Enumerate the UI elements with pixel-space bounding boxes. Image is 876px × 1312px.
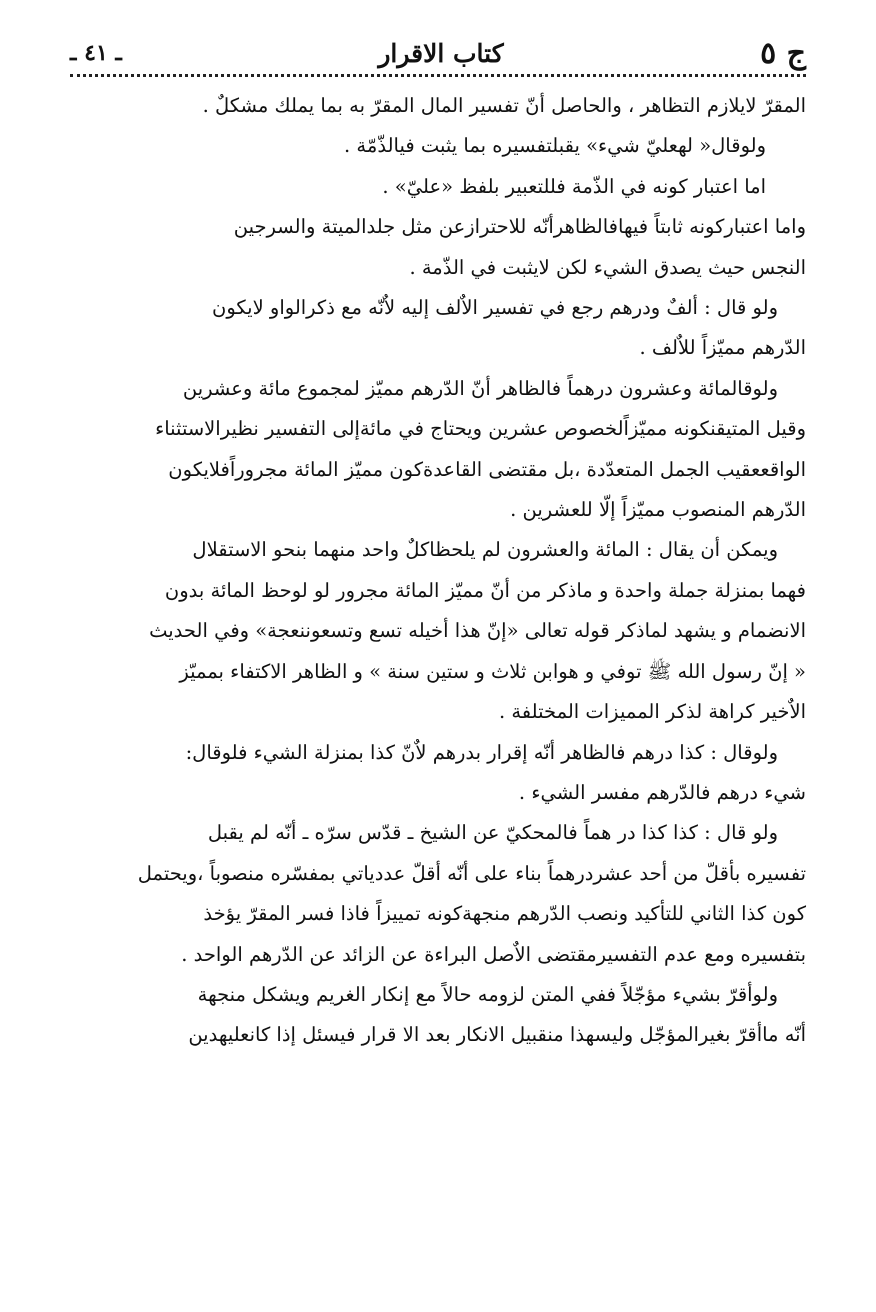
text-line: ولوقال« لهعليّ شيء» يقبلتفسيره بما يثبت فيالذّمّة . — [344, 134, 766, 158]
header-divider — [70, 74, 806, 77]
text-line: الانضمام و يشهد لماذكر قوله تعالى «إنّ هذا أخيله تسع وتسعوننعجة» وفي الحديث — [149, 619, 806, 643]
text-line: شيء درهم فالدّرهم مفسر الشيء . — [518, 780, 806, 804]
text-line: ولو قال : ألفٌ ودرهم رجع في تفسير الاٌلف إليه لاٌنّه مع ذكرالواو لايكون — [212, 296, 778, 320]
page-header — [70, 30, 806, 76]
text-line: الواقععقيب الجمل المتعدّدة ،بل مقتضى القاعدةكون مميّز المائة مجروراًفلايكون — [168, 457, 806, 481]
text-line: فهما بمنزلة جملة واحدة و ماذكر من أنّ مميّز المائة مجرور لو لوحظ المائة بدون — [164, 578, 806, 602]
text-line: « إنّ رسول الله ﷺ توفي و هوابن ثلاث و ستين سنة » و الظاهر الاكتفاء بمميّز — [179, 659, 806, 683]
page-number: ـ ٤١ ـ — [70, 40, 122, 66]
text-line: ولوقالمائة وعشرون درهماً فالظاهر أنّ الدّرهم مميّز لمجموع مائة وعشرين — [182, 376, 778, 400]
book-title: كتاب الاقرار — [378, 38, 504, 68]
text-line: ويمكن أن يقال : المائة والعشرون لم يلحظاكلٌ واحد منهما بنحو الاستقلال — [192, 538, 778, 562]
text-line: الاٌخير كراهة لذكر المميزات المختلفة . — [498, 700, 806, 724]
text-line: تفسيره بأقلّ من أحد عشردرهماً بناء على أنّه أقلّ عددياتي بمفسّره منصوباً ،ويحتمل — [137, 861, 806, 885]
text-line: ولوأقرّ بشيء مؤجّلاً ففي المتن لزومه حالاً مع إنكار الغريم ويشكل منجهة — [197, 982, 778, 1006]
text-line: أنّه ماأقرّ بغيرالمؤجّل وليسهذا منقبيل الانكار بعد الا قرار فيسئل إذا كانعليهدين — [188, 1023, 806, 1047]
text-line: بتفسيره ومع عدم التفسيرمقتضى الاٌصل البراءة عن الزائد عن الدّرهم الواحد . — [181, 942, 806, 966]
text-line: الدّرهم مميّزاً للاٌلف . — [639, 336, 806, 360]
volume-label: ج ٥ — [760, 35, 806, 71]
text-line: وقيل المتيقنكونه مميّزاًلخصوص عشرين ويحتاج في مائةإلى التفسير نظيرالاستثناء — [155, 417, 806, 441]
text-line: النجس حيث يصدق الشيء لكن لايثبت في الذّمة . — [409, 255, 806, 279]
text-line: المقرّ لايلازم التظاهر ، والحاصل أنّ تفسير المال المقرّ به بما يملك مشكلٌ . — [202, 94, 806, 117]
text-line: اما اعتبار كونه في الذّمة فللتعبير بلفظ «عليّ» . — [382, 174, 766, 198]
text-line: كون كذا الثاني للتأكيد ونصب الدّرهم منجهةكونه تمييزاً فاذا فسر المقرّ يؤخذ — [203, 902, 806, 926]
text-line: الدّرهم المنصوب مميّزاً إلّا للعشرين . — [510, 498, 806, 522]
text-line: واما اعتباركونه ثابتاً فيهافالظاهرأنّه للاحترازعن مثل جلدالميتة والسرجين — [233, 215, 806, 239]
text-line: ولو قال : كذا كذا در هماً فالمحكيّ عن الشيخ ـ قدّس سرّه ـ أنّه لم يقبل — [207, 821, 778, 845]
text-body — [72, 86, 806, 1056]
text-line: ولوقال : كذا درهم فالظاهر أنّه إقرار بدرهم لاٌنّ كذا بمنزلة الشيء فلوقال: — [185, 740, 778, 764]
